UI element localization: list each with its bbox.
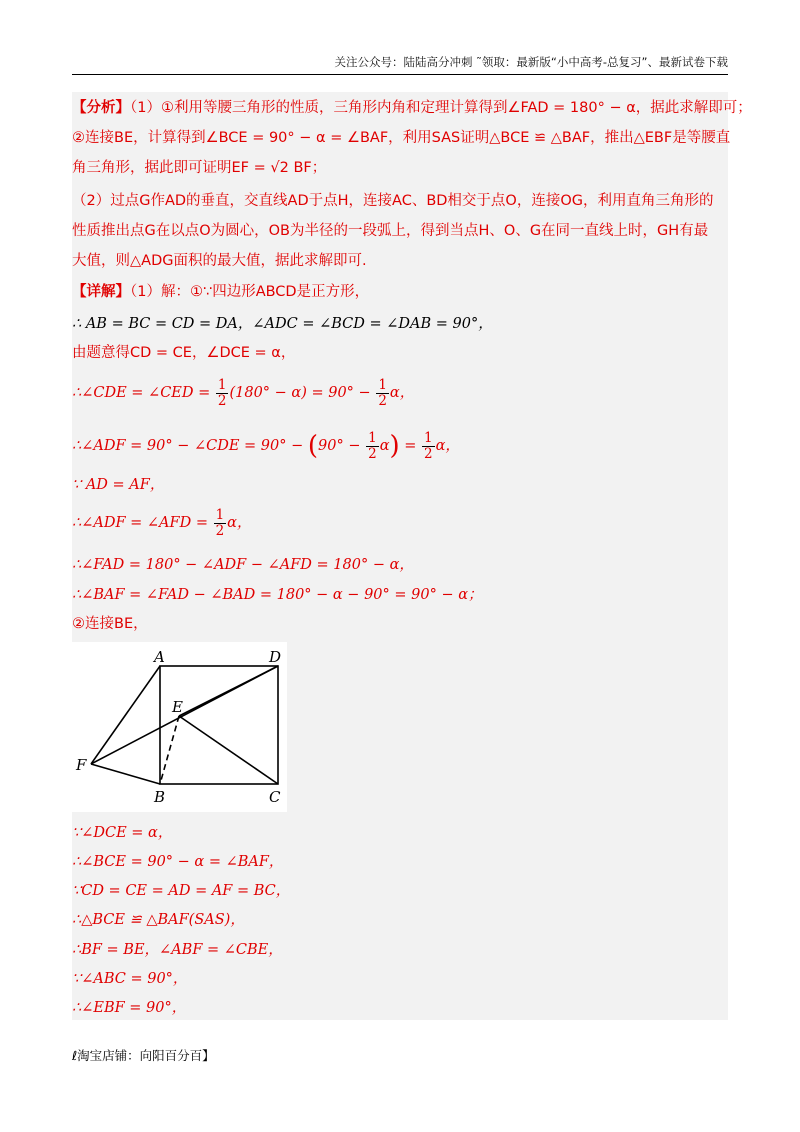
step-6-fraction — [214, 508, 227, 539]
frac-numerator: 1 — [217, 376, 227, 393]
proof-7 — [72, 998, 728, 1018]
proof-6 — [72, 969, 728, 989]
proof-3 — [72, 881, 728, 901]
detail-intro-line — [72, 282, 728, 302]
frac-denominator: 2 — [217, 392, 227, 409]
step-4-part-a: ∴∠ADF = 90° − ∠CDE = 90° − — [72, 438, 308, 454]
solution-block — [72, 92, 752, 1020]
step-3 — [72, 376, 728, 410]
proof-4 — [72, 910, 728, 930]
step-3-fraction-2 — [376, 378, 389, 409]
frac-denominator: 2 — [368, 445, 377, 462]
step-3-part-a: ∴∠CDE = ∠CED = — [72, 385, 215, 401]
step-8-text: ∴∠BAF = ∠FAD − ∠BAD = 180° − α − 90° = 90° − α； — [72, 587, 483, 603]
frac-numerator: 1 — [378, 376, 387, 393]
frac-denominator: 2 — [378, 392, 387, 409]
label-E: E — [172, 698, 183, 716]
analysis-line-5: 性质推出点G在以点O为圆心，OB为半径的一段弧上，得到当点H、O、G在同一直线上时，GH有最 — [72, 223, 709, 239]
step-4-part-c: α — [379, 438, 390, 454]
analysis-text-1: （1）①利用等腰三角形的性质，三角形内角和定理计算得到∠FAD = 180° − α，据此求解即可； — [130, 100, 752, 116]
proof-7-text: ∴∠EBF = 90°， — [72, 1000, 187, 1016]
analysis-line-2: ②连接BE，计算得到∠BCE = 90° − α = ∠BAF，利用SAS证明△BCE ≌ △BAF，推出△EBF是等腰直 — [72, 130, 731, 146]
header-divider — [72, 74, 728, 75]
analysis-line-4: （2）过点G作AD的垂直，交直线AD于点H，连接AC、BD相交于点O，连接OG，利用直角三角形的 — [72, 193, 714, 209]
step-1 — [72, 314, 728, 334]
label-D: D — [269, 648, 282, 666]
step-9 — [72, 614, 728, 634]
step-4-part-d: = — [399, 438, 422, 454]
square-ABCD — [160, 666, 278, 784]
step-7 — [72, 555, 728, 575]
step-3-fraction-1 — [216, 378, 229, 409]
label-A: A — [154, 648, 165, 666]
segment-AF — [91, 666, 160, 764]
frac-denominator: 2 — [424, 445, 433, 462]
step-3-part-c: α， — [389, 385, 415, 401]
step-1-text: ∴ AB = BC = CD = DA，∠ADC = ∠BCD = ∠DAB = 90°， — [72, 316, 493, 332]
analysis-line-6: 大值，则△ADG面积的最大值，据此求解即可. — [72, 253, 367, 269]
paren-right: ) — [389, 431, 400, 461]
segment-ED — [179, 666, 278, 716]
step-4-fraction-1 — [366, 431, 379, 462]
step-5 — [72, 475, 728, 495]
label-B: B — [154, 788, 166, 806]
page-footer: ℓ淘宝店铺：向阳百分百】 — [72, 1048, 215, 1063]
analysis-line-3: 角三角形，据此即可证明EF = √2 BF； — [72, 160, 327, 176]
step-4 — [72, 426, 728, 466]
step-2 — [72, 343, 728, 363]
proof-3-text: ∵CD = CE = AD = AF = BC， — [72, 883, 291, 899]
page-header: 关注公众号：陆陆高分冲刺 ˜领取：最新版“小中高考-总复习”、最新试卷下载 — [334, 55, 728, 69]
step-4-part-e: α， — [435, 438, 460, 454]
segment-CE — [179, 716, 278, 784]
proof-6-text: ∵∠ABC = 90°， — [72, 971, 188, 987]
proof-2 — [72, 852, 728, 872]
proof-5 — [72, 940, 728, 960]
step-5-text: ∵ AD = AF， — [72, 477, 165, 493]
step-6-part-a: ∴∠ADF = ∠AFD = — [72, 515, 213, 531]
step-4-fraction-2 — [422, 431, 435, 462]
frac-numerator: 1 — [424, 429, 433, 446]
geometry-figure — [72, 642, 287, 812]
step-6 — [72, 506, 728, 540]
step-9-text: ②连接BE， — [72, 616, 148, 632]
proof-1-text: ∵∠DCE = α， — [72, 825, 173, 841]
segment-FB — [91, 764, 160, 784]
detail-intro: （1）解：①∵四边形ABCD是正方形， — [130, 284, 370, 300]
label-F: F — [76, 756, 87, 774]
step-3-part-b: (180° − α) = 90° − — [229, 385, 376, 401]
proof-5-text: ∴BF = BE，∠ABF = ∠CBE， — [72, 942, 283, 958]
square-diagram — [72, 642, 287, 812]
step-8 — [72, 585, 728, 605]
proof-4-text: ∴△BCE ≌ △BAF(SAS)， — [72, 912, 245, 928]
step-2-text: 由题意得CD = CE，∠DCE = α， — [72, 345, 296, 361]
detail-tag: 【详解】 — [72, 284, 130, 300]
analysis-line-1 — [72, 98, 752, 118]
paren-left: ( — [307, 431, 319, 461]
step-6-part-b: α， — [227, 515, 252, 531]
proof-2-text: ∴∠BCE = 90° − α = ∠BAF， — [72, 854, 284, 870]
analysis-tag: 【分析】 — [72, 100, 130, 116]
step-7-text: ∴∠FAD = 180° − ∠ADF − ∠AFD = 180° − α， — [72, 557, 414, 573]
label-C: C — [269, 788, 281, 806]
frac-numerator: 1 — [215, 506, 225, 523]
step-4-part-b: 90° − — [318, 438, 366, 454]
proof-1 — [72, 823, 728, 843]
frac-denominator: 2 — [215, 522, 225, 539]
frac-numerator: 1 — [368, 429, 377, 446]
